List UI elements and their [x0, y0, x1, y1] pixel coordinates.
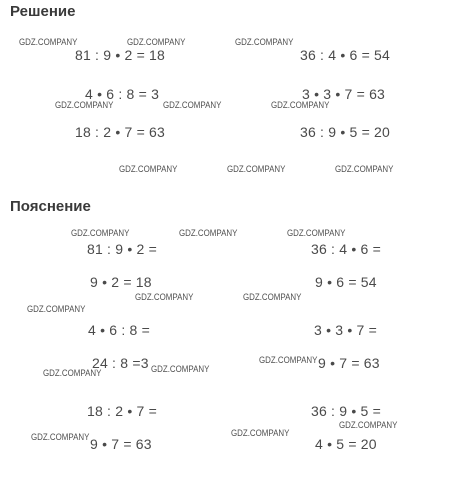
solution-equation: 36 : 9 • 5 = 20 — [300, 124, 391, 140]
watermark: GDZ.COMPANY — [339, 420, 398, 430]
solution-equation: 18 : 2 • 7 = 63 — [75, 124, 166, 140]
solution-equation: 3 • 3 • 7 = 63 — [302, 86, 386, 102]
explanation-step: 81 : 9 • 2 = — [87, 241, 157, 257]
watermark: GDZ.COMPANY — [55, 100, 114, 110]
watermark: GDZ.COMPANY — [243, 292, 302, 302]
watermark: GDZ.COMPANY — [19, 37, 78, 47]
watermark: GDZ.COMPANY — [335, 164, 394, 174]
explanation-step: 18 : 2 • 7 = — [87, 403, 157, 419]
watermark: GDZ.COMPANY — [119, 164, 178, 174]
watermark: GDZ.COMPANY — [227, 164, 286, 174]
explanation-step: 9 • 7 = 63 — [90, 436, 152, 452]
watermark: GDZ.COMPANY — [179, 228, 238, 238]
watermark: GDZ.COMPANY — [31, 432, 90, 442]
watermark: GDZ.COMPANY — [235, 37, 294, 47]
watermark: GDZ.COMPANY — [71, 228, 130, 238]
watermark: GDZ.COMPANY — [127, 37, 186, 47]
watermark: GDZ.COMPANY — [43, 368, 102, 378]
watermark: GDZ.COMPANY — [231, 428, 290, 438]
explanation-step: 9 • 7 = 63 — [318, 355, 380, 371]
solution-equation: 36 : 4 • 6 = 54 — [300, 47, 391, 63]
explanation-step: 36 : 4 • 6 = — [311, 241, 381, 257]
explanation-step: 24 : 8 =3 — [92, 355, 149, 371]
explanation-step: 4 • 6 : 8 = — [88, 322, 150, 338]
solution-equation: 81 : 9 • 2 = 18 — [75, 47, 166, 63]
watermark: GDZ.COMPANY — [163, 100, 222, 110]
watermark: GDZ.COMPANY — [151, 364, 210, 374]
watermark: GDZ.COMPANY — [135, 292, 194, 302]
solution-equation: 4 • 6 : 8 = 3 — [85, 86, 160, 102]
explanation-step: 3 • 3 • 7 = — [314, 322, 377, 338]
explanation-heading: Пояснение — [10, 198, 91, 215]
watermark: GDZ.COMPANY — [271, 100, 330, 110]
explanation-step: 9 • 2 = 18 — [90, 274, 152, 290]
watermark: GDZ.COMPANY — [259, 355, 318, 365]
solution-heading: Решение — [10, 3, 76, 20]
explanation-step: 36 : 9 • 5 = — [311, 403, 381, 419]
explanation-step: 9 • 6 = 54 — [315, 274, 377, 290]
watermark: GDZ.COMPANY — [287, 228, 346, 238]
watermark: GDZ.COMPANY — [27, 304, 86, 314]
explanation-step: 4 • 5 = 20 — [315, 436, 377, 452]
